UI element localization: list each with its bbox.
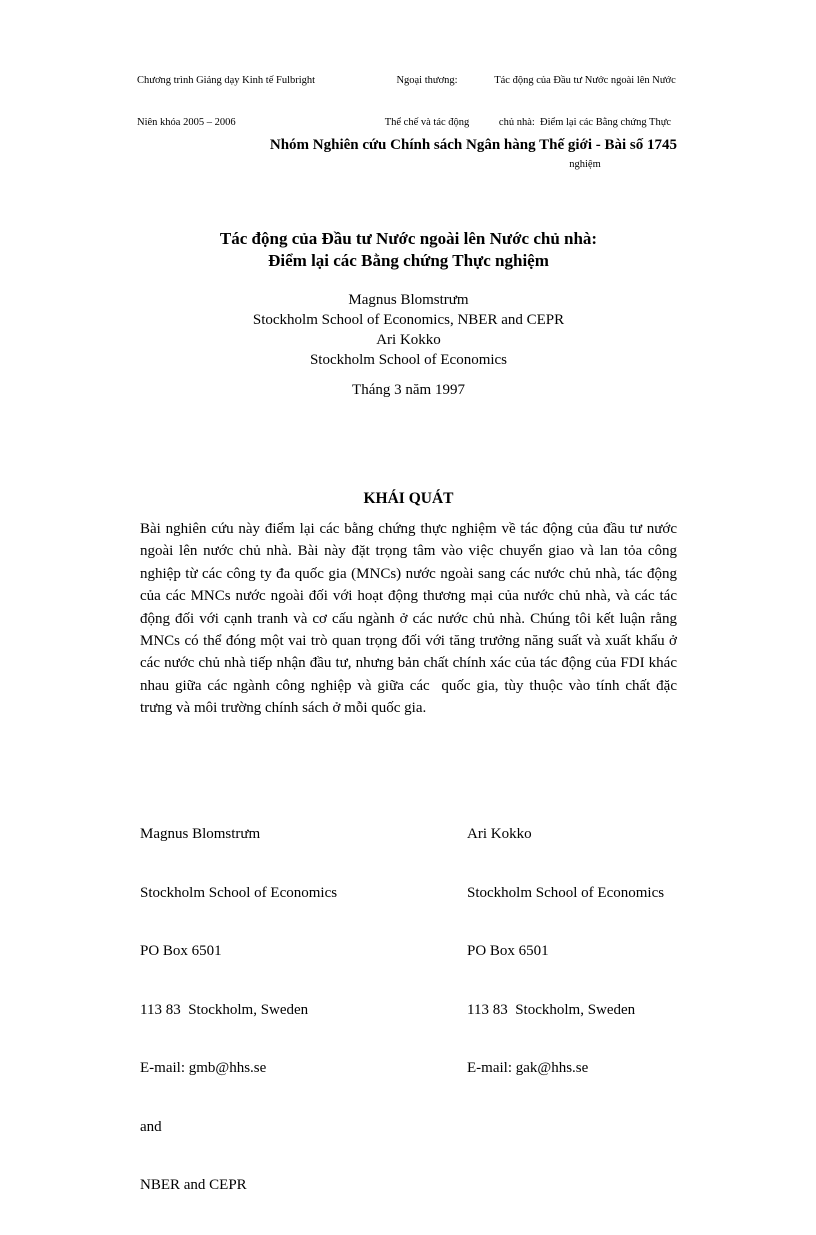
header-paper-title-line: Tác động của Đầu tư Nước ngoài lên Nước (494, 75, 676, 86)
contact-email: E-mail: gmb@hhs.se (140, 1060, 267, 1076)
abstract-heading: KHÁI QUÁT (363, 490, 454, 507)
document-title (140, 228, 677, 271)
contact-po-box: PO Box 6501 (467, 943, 549, 959)
series-title: Nhóm Nghiên cứu Chính sách Ngân hàng Thế giới - Bài số 1745 (269, 137, 677, 153)
document-title-line: Điểm lại các Bằng chứng Thực nghiệm (268, 250, 549, 270)
header-subject-line: Ngoại thương: (396, 75, 458, 86)
author-affiliation: Stockholm School of Economics (309, 352, 508, 368)
contact-name: Magnus Blomstrưm (140, 826, 261, 842)
header-year-line: Niên khóa 2005 – 2006 (137, 117, 236, 128)
contact-affiliation: Stockholm School of Economics (467, 884, 665, 901)
contact-city: 113 83 Stockholm, Sweden (140, 1001, 309, 1018)
abstract-body: Bài nghiên cứu này điểm lại các bằng chứng thực nghiệm về tác động của đầu tư nước ngoài lên nước chủ nhà. Bài này đặt trọng tâm vào việc chuyển giao và lan tỏa công nghiệp từ các công ty đa quốc gia (MNCs) nước ngoài sang các nước chủ nhà, tác động của các MNCs nước ngoài đối với hoạt động thương mại của nước chủ nhà, và các tác động đối với cạnh tranh và cơ cấu ngành ở các nước chủ nhà. Chúng tôi kết luận rằng MNCs có thể đóng một vai trò quan trọng đối với tăng trưởng năng suất và xuất khẩu ở các nước chủ nhà tiếp nhận đầu tư, nhưng bản chất chính xác của tác động của FDI khác nhau giữa các ngành công nghiệp và giữa các quốc gia, tùy thuộc vào tính chất đặc trưng và môi trường chính sách ở mỗi quốc gia. (140, 521, 681, 717)
contact-name: Ari Kokko (467, 826, 532, 842)
contact-block-kokko (467, 786, 767, 1118)
contact-block-blomstrom (140, 786, 440, 1235)
author-affiliation: Stockholm School of Economics, NBER and CEPR (252, 312, 565, 328)
header-paper-title-line: chủ nhà: Điểm lại các Bằng chứng Thực (498, 117, 672, 128)
contact-city: 113 83 Stockholm, Sweden (467, 1001, 636, 1018)
document-title-line: Tác động của Đầu tư Nước ngoài lên Nước chủ nhà: (219, 229, 598, 248)
contact-po-box: PO Box 6501 (140, 943, 222, 959)
publication-date: Tháng 3 năm 1997 (352, 382, 465, 398)
author-block (140, 290, 677, 370)
contact-affiliation-extra: NBER and CEPR (140, 1177, 247, 1193)
header-paper-title (490, 46, 680, 200)
contact-affiliation: Stockholm School of Economics (140, 884, 338, 901)
header-subject-line: Thể chế và tác động (384, 117, 470, 128)
header-paper-title-line: nghiệm (569, 159, 601, 170)
author-name: Magnus Blomstrưm (348, 292, 469, 308)
header-course-line: Chương trình Giảng dạy Kinh tế Fulbright (137, 75, 316, 86)
contact-email: E-mail: gak@hhs.se (467, 1060, 589, 1076)
contact-and: and (140, 1118, 162, 1135)
author-name: Ari Kokko (376, 332, 441, 348)
